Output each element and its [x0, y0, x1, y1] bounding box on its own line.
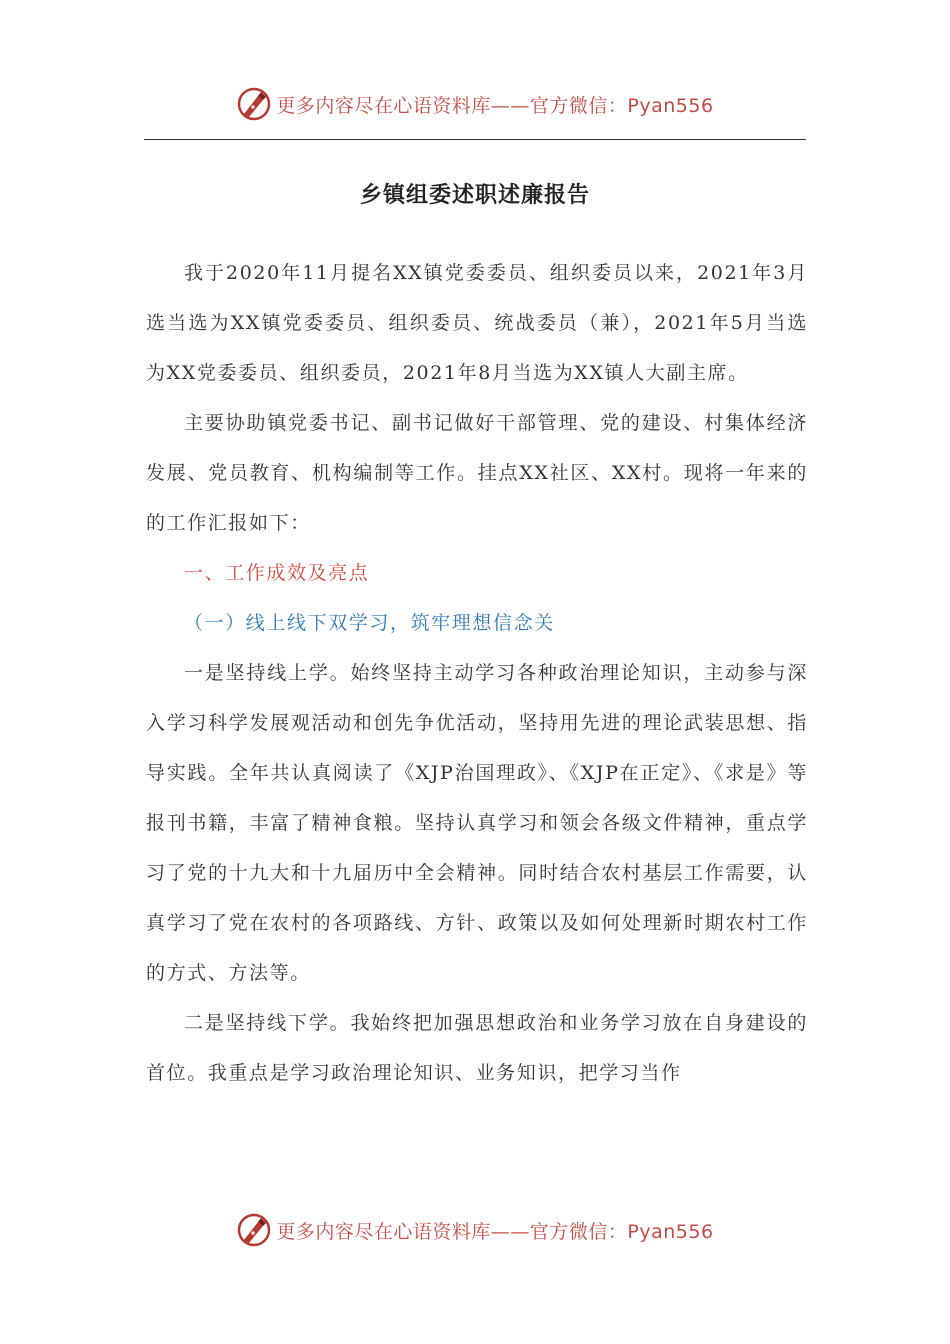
subsection-heading-1: （一）线上线下双学习，筑牢理想信念关 — [184, 612, 555, 634]
document-title: 乡镇组委述职述廉报告 — [359, 183, 590, 208]
paragraph-4: 二是坚持线下学。我始终把加强思想政治和业务学习放在自身建设的首位。我重点是学习政治理论知识、业务知识，把学习当作 — [146, 1012, 808, 1084]
header-banner-text: 更多内容尽在心语资料库——官方微信：Pyan556 — [276, 94, 714, 117]
header-wechat-id: Pyan556 — [627, 94, 714, 117]
section-heading-1: 一、工作成效及亮点 — [184, 562, 370, 584]
footer-banner-text: 更多内容尽在心语资料库——官方微信：Pyan556 — [276, 1220, 714, 1243]
document-body — [146, 248, 808, 1098]
paragraph-1: 我于2020年11月提名XX镇党委委员、组织委员以来，2021年3月选当选为XX镇党委委员、组织委员、统战委员（兼），2021年5月当选为XX党委委员、组织委员，2021年8月当选为XX镇人大副主席。 — [146, 262, 808, 384]
pen-nib-logo-icon — [236, 86, 272, 122]
header-banner — [0, 84, 950, 124]
paragraph-2: 主要协助镇党委书记、副书记做好干部管理、党的建设、村集体经济发展、党员教育、机构编制等工作。挂点XX社区、XX村。现将一年来的的工作汇报如下： — [146, 412, 808, 534]
paragraph-3: 一是坚持线上学。始终坚持主动学习各种政治理论知识，主动参与深入学习科学发展观活动和创先争优活动，坚持用先进的理论武装思想、指导实践。全年共认真阅读了《XJP治国理政》、《XJP在正定》、《求是》等报刊书籍，丰富了精神食粮。坚持认真学习和领会各级文件精神，重点学习了党的十九大和十九届历中全会精神。同时结合农村基层工作需要，认真学习了党在农村的各项路线、方针、政策以及如何处理新时期农村工作的方式、方法等。 — [146, 662, 808, 984]
footer-wechat-id: Pyan556 — [627, 1220, 714, 1243]
pen-nib-logo-icon — [236, 1212, 272, 1248]
header-divider — [144, 139, 806, 140]
footer-banner — [0, 1210, 950, 1250]
